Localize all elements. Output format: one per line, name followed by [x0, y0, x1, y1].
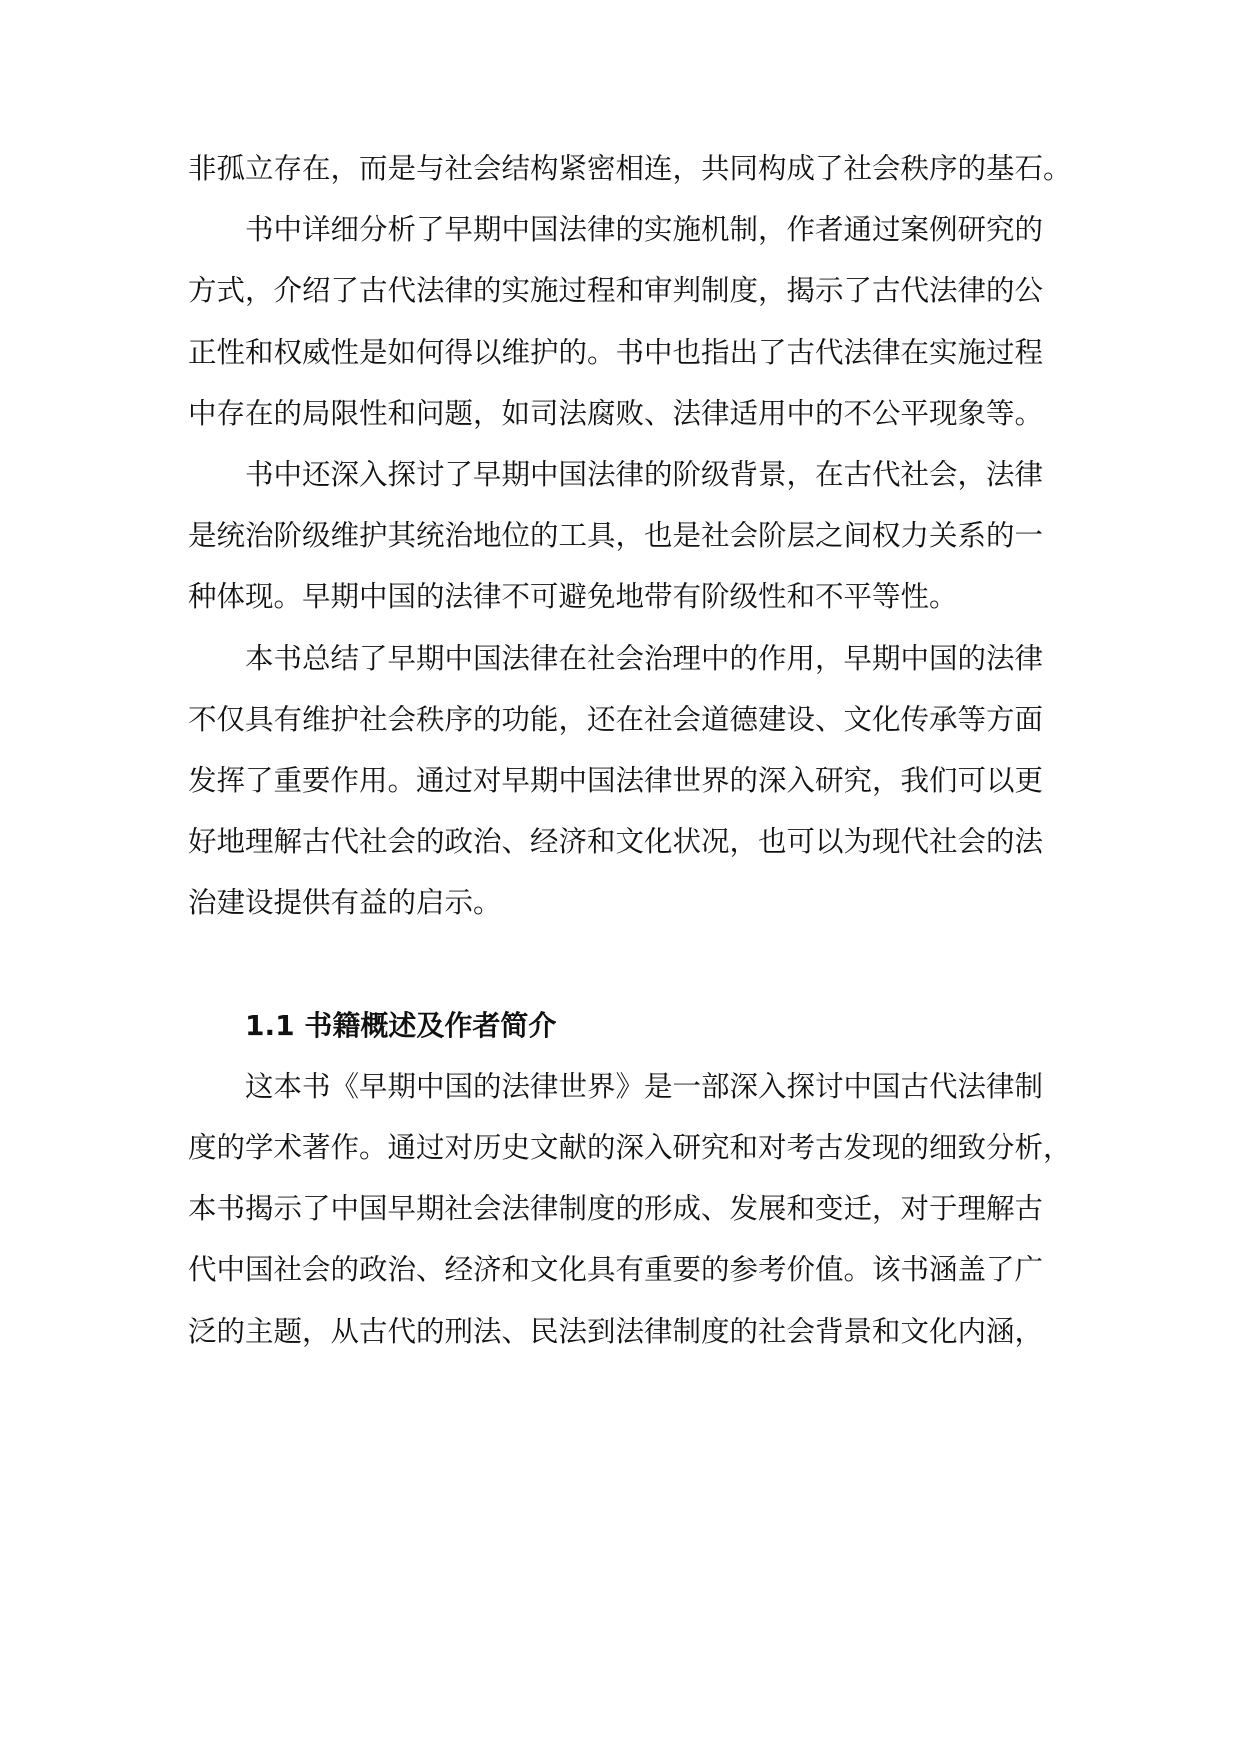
text-line: 中存在的局限性和问题，如司法腐败、法律适用中的不公平现象等。: [188, 396, 1044, 430]
text-line: 方式，介绍了古代法律的实施过程和审判制度，揭示了古代法律的公: [188, 274, 1044, 308]
paragraph-5: [188, 1056, 1072, 1362]
text-line: 好地理解古代社会的政治、经济和文化状况，也可以为现代社会的法: [188, 825, 1044, 859]
text-line: 书中还深入探讨了早期中国法律的阶级背景，在古代社会，法律: [188, 458, 1044, 492]
text-line: 是统治阶级维护其统治地位的工具，也是社会阶层之间权力关系的一: [188, 519, 1044, 553]
text-line: 泛的主题，从古代的刑法、民法到法律制度的社会背景和文化内涵，: [188, 1314, 1044, 1348]
text-line: 代中国社会的政治、经济和文化具有重要的参考价值。该书涵盖了广: [188, 1253, 1044, 1287]
paragraph-4: [188, 628, 1058, 934]
text-line: 书中详细分析了早期中国法律的实施机制，作者通过案例研究的: [188, 213, 1044, 247]
text-line: 本书揭示了中国早期社会法律制度的形成、发展和变迁，对于理解古: [188, 1192, 1044, 1226]
section-heading: 1.1 书籍概述及作者简介: [245, 1008, 557, 1042]
text-line: 发挥了重要作用。通过对早期中国法律世界的深入研究，我们可以更: [188, 764, 1044, 798]
section-spacer: [188, 934, 1058, 995]
paragraph-3: [188, 444, 1058, 628]
document-body: [188, 138, 1072, 1362]
text-line: 治建设提供有益的启示。: [188, 886, 502, 920]
text-line: 正性和权威性是如何得以维护的。书中也指出了古代法律在实施过程: [188, 335, 1044, 369]
text-line: 本书总结了早期中国法律在社会治理中的作用，早期中国的法律: [188, 641, 1044, 675]
text-line: 度的学术著作。通过对历史文献的深入研究和对考古发现的细致分析，: [188, 1131, 1072, 1165]
text-line: 非孤立存在，而是与社会结构紧密相连，共同构成了社会秩序的基石。: [188, 152, 1072, 185]
text-line: 不仅具有维护社会秩序的功能，还在社会道德建设、文化传承等方面: [188, 702, 1044, 736]
paragraph-1: [188, 138, 1072, 199]
text-line: 种体现。早期中国的法律不可避免地带有阶级性和不平等性。: [188, 580, 958, 614]
paragraph-2: [188, 199, 1058, 444]
text-line: 这本书《早期中国的法律世界》是一部深入探讨中国古代法律制: [188, 1069, 1044, 1103]
